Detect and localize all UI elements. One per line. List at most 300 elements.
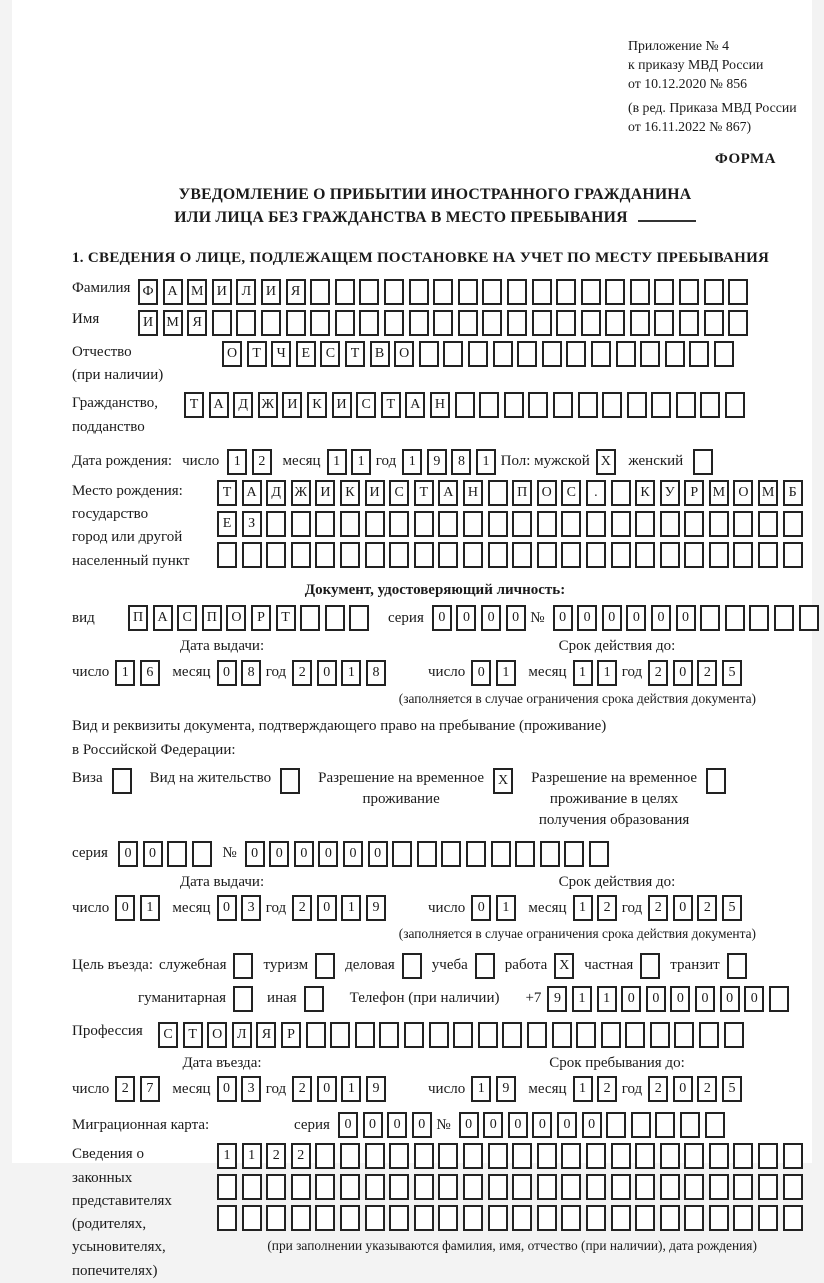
representatives-rows	[217, 1143, 807, 1254]
char-box	[266, 1205, 286, 1231]
char-box: 0	[673, 895, 693, 921]
char-box	[660, 1174, 680, 1200]
private-checkbox	[633, 953, 660, 979]
char-box	[379, 1022, 399, 1048]
char-box	[349, 605, 369, 631]
char-box: О	[733, 480, 753, 506]
char-box	[680, 1112, 700, 1138]
char-box: 9	[427, 449, 447, 475]
char-box	[488, 480, 508, 506]
char-box	[556, 279, 576, 305]
char-box	[315, 1143, 335, 1169]
phone-prefix: +7	[525, 990, 542, 1007]
char-box	[402, 953, 422, 979]
char-box: С	[389, 480, 409, 506]
char-box: 8	[241, 660, 261, 686]
char-box	[409, 279, 429, 305]
char-box	[635, 511, 655, 537]
char-box	[733, 511, 753, 537]
representatives-note: (при заполнении указываются фамилия, имя, отчество (при наличии), дата рождения)	[267, 1238, 757, 1254]
char-box	[392, 841, 412, 867]
month-boxes	[573, 660, 622, 686]
char-box	[665, 341, 685, 367]
char-box: 1	[242, 1143, 262, 1169]
work-checkbox	[547, 953, 574, 979]
mc-number-boxes	[459, 1112, 730, 1138]
char-box	[433, 310, 453, 336]
char-box	[611, 542, 631, 568]
char-box	[458, 310, 478, 336]
option-temp-residence: Разрешение на временное проживание X	[318, 768, 513, 831]
issue-date	[72, 660, 402, 686]
char-box: 1	[327, 449, 347, 475]
char-box	[630, 279, 650, 305]
char-box: 7	[140, 1076, 160, 1102]
char-box	[463, 1174, 483, 1200]
char-box	[605, 310, 625, 336]
char-box: 0	[582, 1112, 602, 1138]
char-box	[783, 511, 803, 537]
char-box	[463, 1205, 483, 1231]
day-label: число	[72, 899, 110, 916]
char-box	[365, 1174, 385, 1200]
char-box	[266, 542, 286, 568]
char-box	[709, 1174, 729, 1200]
char-box: 8	[366, 660, 386, 686]
char-box	[631, 1112, 651, 1138]
char-box: 0	[670, 986, 690, 1012]
appendix-line: Приложение № 4	[628, 38, 730, 53]
issue-date-heading: Дата выдачи:	[179, 873, 265, 890]
char-box: 2	[597, 1076, 617, 1102]
char-box: И	[365, 480, 385, 506]
char-box: X	[554, 953, 574, 979]
field-birth-place	[72, 480, 798, 573]
char-box: 0	[651, 605, 671, 631]
char-box	[389, 542, 409, 568]
appendix-block	[628, 36, 824, 136]
char-box: 0	[720, 986, 740, 1012]
char-box	[507, 279, 527, 305]
char-box	[705, 1112, 725, 1138]
char-box	[491, 841, 511, 867]
identity-doc-dates	[72, 660, 798, 686]
char-box	[586, 1205, 606, 1231]
char-box	[660, 542, 680, 568]
char-box: 0	[459, 1112, 479, 1138]
char-box: 2	[648, 1076, 668, 1102]
char-box	[611, 511, 631, 537]
month-boxes	[217, 1076, 266, 1102]
char-box	[515, 841, 535, 867]
char-box	[684, 542, 704, 568]
char-box	[478, 1022, 498, 1048]
profession-boxes	[158, 1022, 748, 1048]
char-box: 0	[577, 605, 597, 631]
char-box	[512, 1143, 532, 1169]
birth-place-label: Место рождения: государство город или другой населенный пункт	[72, 482, 190, 569]
char-box: 0	[508, 1112, 528, 1138]
char-box	[441, 841, 461, 867]
char-box: 2	[648, 660, 668, 686]
char-box: 1	[471, 1076, 491, 1102]
char-box	[310, 310, 330, 336]
char-box	[429, 1022, 449, 1048]
char-box	[414, 511, 434, 537]
name-boxes	[138, 310, 753, 336]
char-box: М	[758, 480, 778, 506]
char-box	[286, 310, 306, 336]
month-boxes	[217, 895, 266, 921]
char-box	[409, 310, 429, 336]
char-box	[625, 1022, 645, 1048]
char-box: 0	[217, 660, 237, 686]
char-box: И	[138, 310, 158, 336]
char-box: О	[394, 341, 414, 367]
char-box	[300, 605, 320, 631]
char-box: 2	[292, 895, 312, 921]
char-box	[635, 1143, 655, 1169]
char-box: 1	[573, 660, 593, 686]
char-box	[684, 1143, 704, 1169]
char-box: 2	[597, 895, 617, 921]
visa-checkbox	[103, 768, 132, 794]
char-box	[674, 1022, 694, 1048]
char-box	[335, 310, 355, 336]
char-box	[365, 1205, 385, 1231]
char-box	[709, 1143, 729, 1169]
tourism-checkbox	[308, 953, 335, 979]
char-box	[315, 1205, 335, 1231]
char-box: 1	[140, 895, 160, 921]
char-box: Я	[286, 279, 306, 305]
char-box	[576, 1022, 596, 1048]
char-box: 0	[532, 1112, 552, 1138]
char-box	[654, 279, 674, 305]
mc-series-label: серия	[294, 1116, 330, 1133]
char-box: 0	[143, 841, 163, 867]
char-box	[359, 279, 379, 305]
char-box	[233, 986, 253, 1012]
char-box	[660, 1205, 680, 1231]
char-box	[463, 1143, 483, 1169]
entry-date-heading: Дата въезда:	[182, 1054, 262, 1071]
stay-series-label: серия	[72, 845, 108, 862]
char-box	[727, 953, 747, 979]
field-birth-date	[72, 449, 798, 475]
expiry-date-heading: Срок действия до:	[558, 638, 676, 655]
char-box	[365, 1143, 385, 1169]
char-box: 0	[456, 605, 476, 631]
char-box: 0	[695, 986, 715, 1012]
char-box	[758, 1143, 778, 1169]
char-box: В	[370, 341, 390, 367]
month-label: месяц	[172, 899, 211, 916]
temp-residence-checkbox	[484, 768, 513, 794]
stay-series-boxes	[118, 841, 216, 867]
temp-residence-education-checkbox	[697, 768, 726, 794]
edition-line: от 16.11.2022 № 867)	[628, 119, 752, 135]
purpose-row1	[72, 953, 798, 979]
year-label: год	[265, 664, 287, 681]
char-box: Р	[281, 1022, 301, 1048]
year-label: год	[265, 899, 287, 916]
char-box	[517, 341, 537, 367]
sex-male-checkbox	[596, 449, 621, 475]
char-box	[783, 1143, 803, 1169]
section1-heading: 1. СВЕДЕНИЯ О ЛИЦЕ, ПОДЛЕЖАЩЕМ ПОСТАНОВКЕ НА УЧЕТ ПО МЕСТУ ПРЕБЫВАНИЯ	[72, 250, 770, 267]
char-box: Т	[414, 480, 434, 506]
char-box: П	[512, 480, 532, 506]
char-box	[611, 1174, 631, 1200]
char-box	[488, 1174, 508, 1200]
char-box	[799, 605, 819, 631]
year-boxes	[648, 1076, 746, 1102]
char-box: А	[405, 392, 425, 418]
stay-doc-note: (заполняется в случае ограничения срока действия документа)	[398, 926, 756, 942]
humanitarian-checkbox	[226, 986, 253, 1012]
char-box	[693, 449, 713, 475]
char-box: 0	[673, 660, 693, 686]
month-label: месяц	[172, 1080, 211, 1097]
char-box: 9	[547, 986, 567, 1012]
char-box: 0	[368, 841, 388, 867]
char-box	[304, 986, 324, 1012]
char-box	[419, 341, 439, 367]
char-box	[512, 1174, 532, 1200]
char-box	[315, 953, 335, 979]
char-box	[684, 1174, 704, 1200]
char-box: 5	[722, 660, 742, 686]
char-box	[438, 511, 458, 537]
char-box: М	[163, 310, 183, 336]
char-box	[384, 310, 404, 336]
char-box	[591, 341, 611, 367]
char-box: 1	[115, 660, 135, 686]
char-box	[679, 310, 699, 336]
char-box: П	[128, 605, 148, 631]
sex-male-label: Пол: мужской	[500, 453, 590, 470]
char-box: М	[187, 279, 207, 305]
char-box	[502, 1022, 522, 1048]
expiry-date-heading: Срок действия до:	[558, 873, 676, 890]
purpose-work: работа X	[505, 953, 575, 979]
month-label: месяц	[172, 664, 211, 681]
transit-checkbox	[720, 953, 747, 979]
char-box: А	[153, 605, 173, 631]
char-box	[291, 542, 311, 568]
field-name	[72, 310, 798, 336]
char-box	[438, 542, 458, 568]
char-box	[475, 953, 495, 979]
field-migration-card	[72, 1112, 798, 1138]
char-box	[561, 1143, 581, 1169]
char-box	[527, 1022, 547, 1048]
birth-place-row1	[217, 480, 807, 506]
doc-number-boxes	[553, 605, 824, 631]
char-box	[586, 1174, 606, 1200]
char-box	[236, 310, 256, 336]
char-box	[704, 279, 724, 305]
char-box	[651, 392, 671, 418]
day-boxes	[471, 895, 520, 921]
char-box	[212, 310, 232, 336]
char-box	[660, 511, 680, 537]
char-box	[458, 279, 478, 305]
char-box: 1	[341, 1076, 361, 1102]
char-box	[700, 392, 720, 418]
char-box	[537, 1174, 557, 1200]
char-box: 0	[557, 1112, 577, 1138]
char-box	[611, 1143, 631, 1169]
stay-number-label: №	[222, 845, 237, 862]
char-box	[611, 1205, 631, 1231]
month-label: месяц	[528, 899, 567, 916]
identity-doc-date-headings	[72, 637, 798, 657]
day-label: число	[428, 899, 466, 916]
char-box	[578, 392, 598, 418]
doc-type-boxes	[128, 605, 374, 631]
purpose-business: деловая	[345, 953, 422, 979]
study-checkbox	[468, 953, 495, 979]
char-box	[586, 511, 606, 537]
char-box: Е	[296, 341, 316, 367]
char-box	[769, 986, 789, 1012]
char-box	[684, 1205, 704, 1231]
char-box	[233, 953, 253, 979]
char-box	[635, 1174, 655, 1200]
char-box: 0	[432, 605, 452, 631]
citizenship-boxes	[184, 392, 750, 418]
char-box: 0	[269, 841, 289, 867]
char-box	[758, 1174, 778, 1200]
form-title-line2: ИЛИ ЛИЦА БЕЗ ГРАЖДАНСТВА В МЕСТО ПРЕБЫВАНИЯ	[72, 207, 798, 230]
char-box	[581, 279, 601, 305]
char-box	[553, 392, 573, 418]
char-box	[315, 542, 335, 568]
char-box	[315, 1174, 335, 1200]
name-label: Имя	[72, 310, 100, 327]
month-label: месяц	[528, 664, 567, 681]
char-box	[561, 511, 581, 537]
char-box	[217, 542, 237, 568]
char-box: Ф	[138, 279, 158, 305]
doc-number-label: №	[530, 609, 545, 626]
char-box: У	[660, 480, 680, 506]
char-box: 6	[140, 660, 160, 686]
month-boxes	[573, 1076, 622, 1102]
char-box	[217, 1205, 237, 1231]
char-box	[542, 341, 562, 367]
char-box	[167, 841, 187, 867]
month-boxes	[573, 895, 622, 921]
char-box	[589, 841, 609, 867]
appendix-line: от 10.12.2020 № 856	[628, 76, 748, 92]
char-box	[438, 1143, 458, 1169]
representatives-row2	[217, 1174, 807, 1200]
day-boxes	[471, 660, 520, 686]
char-box: П	[202, 605, 222, 631]
char-box	[217, 1174, 237, 1200]
edition-line: (в ред. Приказа МВД России	[628, 100, 797, 116]
doc-series-boxes	[432, 605, 530, 631]
field-representatives	[72, 1143, 798, 1283]
year-boxes	[292, 660, 390, 686]
char-box	[630, 310, 650, 336]
char-box: 2	[648, 895, 668, 921]
char-box: 9	[496, 1076, 516, 1102]
char-box	[704, 310, 724, 336]
field-surname	[72, 279, 798, 305]
char-box	[389, 1143, 409, 1169]
char-box: 1	[217, 1143, 237, 1169]
char-box: 0	[506, 605, 526, 631]
char-box: К	[635, 480, 655, 506]
form-title	[72, 184, 798, 230]
char-box: Я	[187, 310, 207, 336]
birth-month-boxes	[327, 449, 376, 475]
char-box	[488, 542, 508, 568]
char-box	[564, 841, 584, 867]
char-box	[463, 511, 483, 537]
char-box	[433, 279, 453, 305]
char-box: Б	[783, 480, 803, 506]
phone-label: Телефон (при наличии)	[349, 990, 500, 1007]
surname-label: Фамилия	[72, 279, 131, 296]
stay-doc-intro-line2: в Российской Федерации:	[72, 741, 236, 758]
doc-series-label: серия	[387, 609, 424, 626]
char-box	[709, 542, 729, 568]
year-boxes	[292, 1076, 390, 1102]
purpose-row2	[138, 986, 798, 1012]
char-box	[493, 341, 513, 367]
year-label: год	[621, 1080, 643, 1097]
business-checkbox	[395, 953, 422, 979]
char-box: 0	[318, 841, 338, 867]
char-box: И	[332, 392, 352, 418]
char-box	[417, 841, 437, 867]
stay-until-heading: Срок пребывания до:	[549, 1054, 685, 1071]
year-label: год	[375, 453, 397, 470]
entry-stay-dates	[72, 1076, 798, 1102]
char-box: С	[356, 392, 376, 418]
day-label: число	[72, 664, 110, 681]
issue-date	[72, 895, 402, 921]
char-box	[728, 279, 748, 305]
char-box: 0	[363, 1112, 383, 1138]
char-box	[340, 1174, 360, 1200]
char-box	[365, 542, 385, 568]
char-box: 0	[471, 895, 491, 921]
char-box: М	[709, 480, 729, 506]
char-box	[616, 341, 636, 367]
char-box: О	[207, 1022, 227, 1048]
char-box	[310, 279, 330, 305]
char-box	[355, 1022, 375, 1048]
char-box: О	[226, 605, 246, 631]
char-box	[714, 341, 734, 367]
char-box	[482, 310, 502, 336]
char-box: Н	[463, 480, 483, 506]
char-box	[242, 1174, 262, 1200]
char-box	[700, 605, 720, 631]
char-box: 0	[317, 660, 337, 686]
stay-until-date	[428, 1076, 747, 1102]
char-box	[537, 511, 557, 537]
char-box: 0	[118, 841, 138, 867]
char-box: 1	[597, 986, 617, 1012]
char-box	[414, 1174, 434, 1200]
